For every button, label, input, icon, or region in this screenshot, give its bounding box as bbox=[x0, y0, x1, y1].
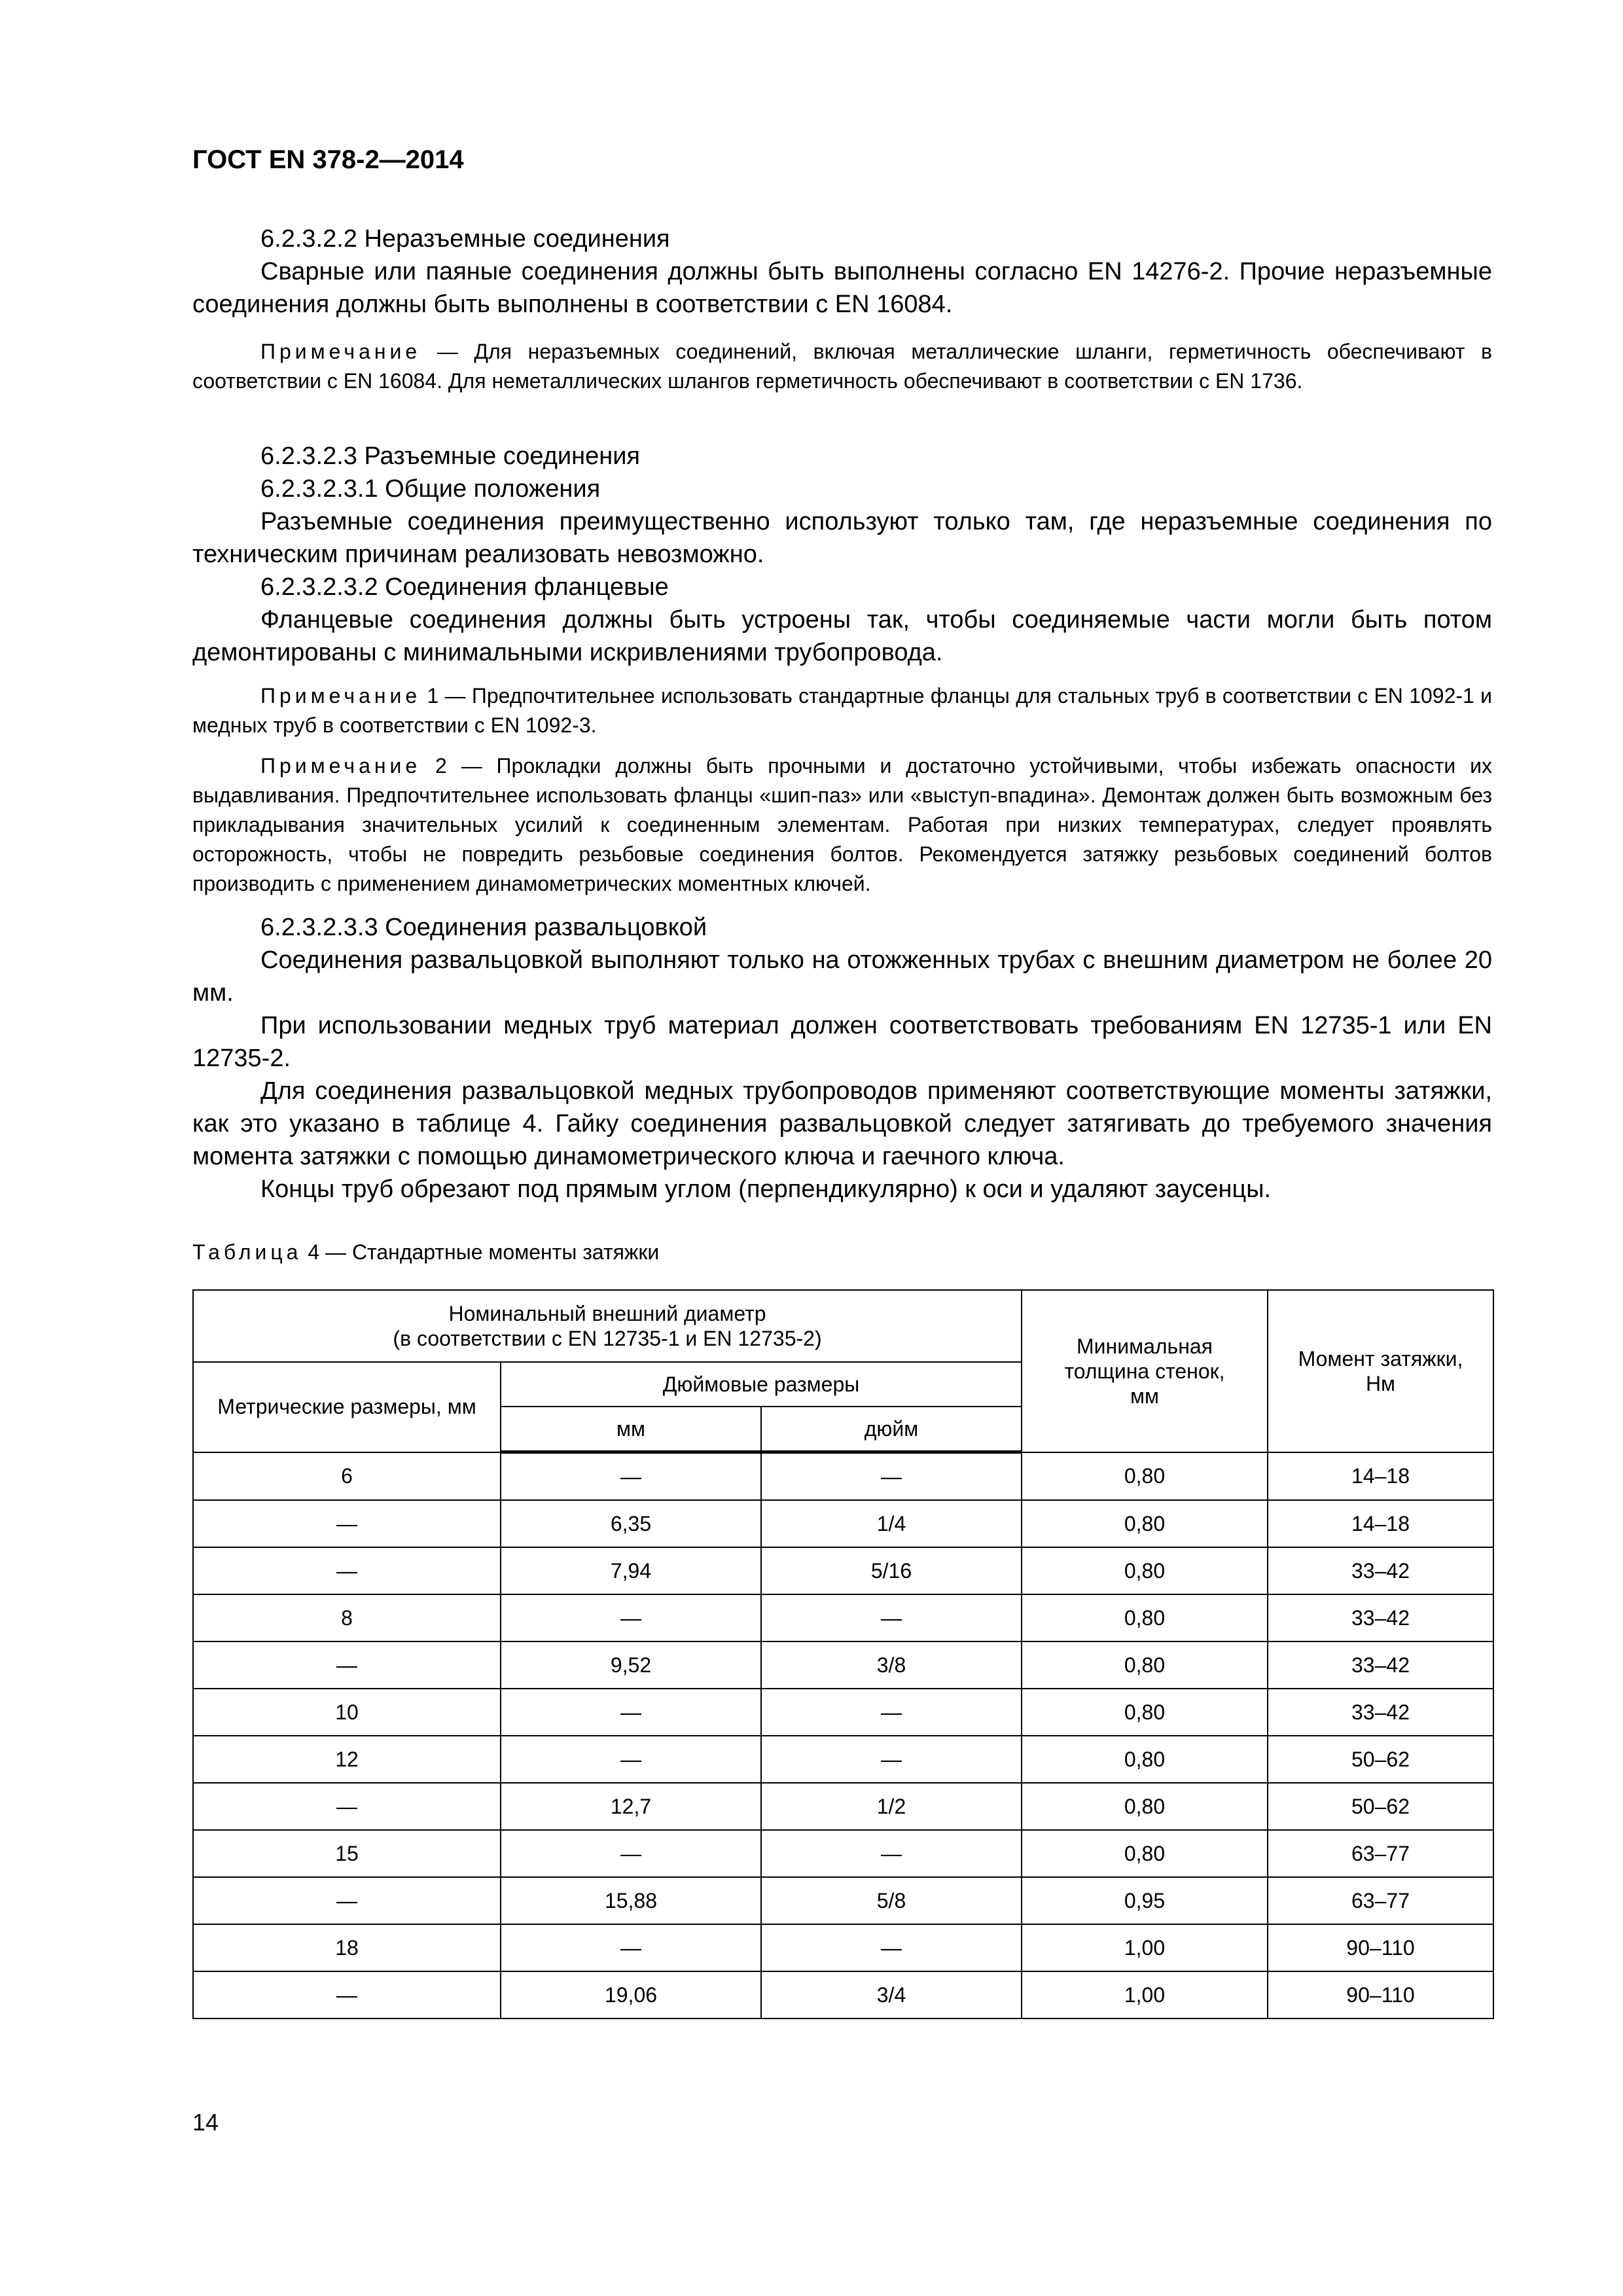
section-title: 6.2.3.2.3.3 Соединения развальцовкой bbox=[260, 914, 707, 941]
note-1 bbox=[192, 681, 1492, 740]
table-cell: 3/4 bbox=[761, 1971, 1022, 2018]
paragraph: Сварные или паяные соединения должны быть выполнены согласно EN 14276-2. Прочие неразъемные соединения должны быть выполнены в соответствии с EN 16084. bbox=[192, 258, 1492, 318]
table-cell: 0,80 bbox=[1022, 1547, 1268, 1594]
torque-table bbox=[192, 1289, 1494, 2019]
table-row bbox=[193, 1500, 1493, 1547]
header-mm: мм bbox=[501, 1407, 761, 1452]
table-row bbox=[193, 1877, 1493, 1924]
table-cell: — bbox=[501, 1594, 761, 1641]
table-cell: 19,06 bbox=[501, 1971, 761, 2018]
table-cell: 6 bbox=[193, 1452, 501, 1501]
table-row bbox=[193, 1924, 1493, 1971]
table-cell: 33–42 bbox=[1268, 1641, 1493, 1689]
note-paragraph bbox=[192, 751, 1492, 899]
table-cell: — bbox=[761, 1924, 1022, 1971]
table-cell: 33–42 bbox=[1268, 1547, 1493, 1594]
section-permanent-joints bbox=[192, 223, 1492, 321]
table-cell: 10 bbox=[193, 1689, 501, 1736]
table-cell: 0,80 bbox=[1022, 1500, 1268, 1547]
paragraph: Для соединения развальцовкой медных трубопроводов применяют соответствующие моменты затяжки, как это указано в таблице 4. Гайку соединения развальцовкой следует затягивать до требуемого значения момента затяжки с помощью динамометрического ключа и гаечного ключа. bbox=[192, 1077, 1492, 1170]
table-cell: 6,35 bbox=[501, 1500, 761, 1547]
table-cell: 0,80 bbox=[1022, 1689, 1268, 1736]
table-cell: 0,80 bbox=[1022, 1783, 1268, 1830]
table-body bbox=[193, 1452, 1493, 2019]
table-row bbox=[193, 1594, 1493, 1641]
paragraph: При использовании медных труб материал должен соответствовать требованиям EN 12735-1 или EN 12735-2. bbox=[192, 1012, 1492, 1072]
note-label: Примечание bbox=[260, 684, 421, 708]
table-cell: 14–18 bbox=[1268, 1452, 1493, 1501]
table-cell: 63–77 bbox=[1268, 1830, 1493, 1877]
note-label: Примечание bbox=[260, 754, 421, 778]
table-row bbox=[193, 1547, 1493, 1594]
table-cell: 14–18 bbox=[1268, 1500, 1493, 1547]
table-cell: 0,80 bbox=[1022, 1452, 1268, 1501]
table-cell: 1,00 bbox=[1022, 1971, 1268, 2018]
section-title: 6.2.3.2.3.1 Общие положения bbox=[260, 475, 601, 503]
table-cell: — bbox=[501, 1452, 761, 1501]
table-cell: 15,88 bbox=[501, 1877, 761, 1924]
table-cell: — bbox=[761, 1594, 1022, 1641]
table-cell: 8 bbox=[193, 1594, 501, 1641]
header-inch: дюйм bbox=[761, 1407, 1022, 1452]
note-paragraph bbox=[192, 337, 1492, 396]
note-permanent-joints bbox=[192, 337, 1492, 396]
table-cell: — bbox=[761, 1689, 1022, 1736]
table-cell: 33–42 bbox=[1268, 1689, 1493, 1736]
document-code: ГОСТ EN 378-2—2014 bbox=[192, 145, 464, 174]
paragraph: Концы труб обрезают под прямым углом (перпендикулярно) к оси и удаляют заусенцы. bbox=[260, 1175, 1272, 1203]
header-inch-sizes: Дюймовые размеры bbox=[501, 1362, 1022, 1407]
table-cell: 12 bbox=[193, 1736, 501, 1783]
table-cell: 12,7 bbox=[501, 1783, 761, 1830]
table-cell: — bbox=[501, 1689, 761, 1736]
table-cell: — bbox=[761, 1452, 1022, 1501]
table-row bbox=[193, 1736, 1493, 1783]
paragraph: Разъемные соединения преимущественно используют только там, где неразъемные соединения по техническим причинам реализовать невозможно. bbox=[192, 508, 1492, 568]
table-row bbox=[193, 1641, 1493, 1689]
table-cell: — bbox=[193, 1971, 501, 2018]
section-flare-joints bbox=[192, 911, 1492, 1206]
note-paragraph bbox=[192, 681, 1492, 740]
table-caption-text: 4 — Стандартные моменты затяжки bbox=[302, 1240, 660, 1264]
table-cell: — bbox=[761, 1736, 1022, 1783]
table-cell: 1,00 bbox=[1022, 1924, 1268, 1971]
table-caption-label: Таблица bbox=[192, 1240, 302, 1264]
table-cell: 0,80 bbox=[1022, 1830, 1268, 1877]
table-cell: — bbox=[193, 1547, 501, 1594]
table-cell: — bbox=[501, 1830, 761, 1877]
table-row bbox=[193, 1830, 1493, 1877]
table-cell: 15 bbox=[193, 1830, 501, 1877]
note-text: 1 — Предпочтительнее использовать стандартные фланцы для стальных труб в соответствии с EN 1092-1 и медных труб в соответствии с EN 1092-3. bbox=[192, 684, 1492, 737]
table-cell: 0,95 bbox=[1022, 1877, 1268, 1924]
table-cell: 90–110 bbox=[1268, 1971, 1493, 2018]
table-caption bbox=[192, 1240, 1492, 1265]
header-min-wall-thickness: Минимальная толщина стенок, мм bbox=[1022, 1290, 1268, 1452]
table-cell: — bbox=[501, 1736, 761, 1783]
note-text: 2 — Прокладки должны быть прочными и достаточно устойчивыми, чтобы избежать опасности их выдавливания. Предпочтительнее использовать фланцы «шип-паз» или «выступ-впадина». Демонтаж должен быть возможным без прикладывания значительных усилий к соединенным элементам. Работая при низких температурах, следует проявлять осторожность, чтобы не повредить резьбовые соединения болтов. Рекомендуется затяжку резьбовых соединений болтов производить с применением динамометрических моментных ключей. bbox=[192, 754, 1492, 895]
table-cell: — bbox=[193, 1783, 501, 1830]
table-cell: 33–42 bbox=[1268, 1594, 1493, 1641]
note-text: — Для неразъемных соединений, включая металлические шланги, герметичность обеспечивают в соответствии с EN 16084. Для неметаллических шлангов герметичность обеспечивают в соответствии с EN 1736. bbox=[192, 340, 1492, 393]
header-metric: Метрические размеры, мм bbox=[193, 1362, 501, 1452]
table-cell: 5/8 bbox=[761, 1877, 1022, 1924]
section-detachable-joints bbox=[192, 440, 1492, 669]
section-title: 6.2.3.2.2 Неразъемные соединения bbox=[260, 225, 670, 253]
table-cell: 1/4 bbox=[761, 1500, 1022, 1547]
table-cell: 3/8 bbox=[761, 1641, 1022, 1689]
table-cell: — bbox=[193, 1500, 501, 1547]
table-row bbox=[193, 1689, 1493, 1736]
table-cell: 90–110 bbox=[1268, 1924, 1493, 1971]
section-title: 6.2.3.2.3.2 Соединения фланцевые bbox=[260, 573, 669, 601]
section-title: 6.2.3.2.3 Разъемные соединения bbox=[260, 442, 641, 470]
table-cell: — bbox=[193, 1877, 501, 1924]
table-cell: — bbox=[193, 1641, 501, 1689]
table-cell: 18 bbox=[193, 1924, 501, 1971]
header-nominal-diameter: Номинальный внешний диаметр (в соответствии с EN 12735-1 и EN 12735-2) bbox=[193, 1290, 1022, 1362]
table-cell: — bbox=[501, 1924, 761, 1971]
note-label: Примечание bbox=[260, 340, 421, 363]
table-cell: — bbox=[761, 1830, 1022, 1877]
table-cell: 50–62 bbox=[1268, 1783, 1493, 1830]
table-row bbox=[193, 1971, 1493, 2018]
table-cell: 50–62 bbox=[1268, 1736, 1493, 1783]
header-torque: Момент затяжки, Нм bbox=[1268, 1290, 1493, 1452]
table-cell: 0,80 bbox=[1022, 1594, 1268, 1641]
table-row bbox=[193, 1783, 1493, 1830]
table-cell: 7,94 bbox=[501, 1547, 761, 1594]
paragraph: Фланцевые соединения должны быть устроены так, чтобы соединяемые части могли быть потом демонтированы с минимальными искривлениями трубопровода. bbox=[192, 606, 1492, 666]
table-cell: 9,52 bbox=[501, 1641, 761, 1689]
table-cell: 1/2 bbox=[761, 1783, 1022, 1830]
table-row bbox=[193, 1452, 1493, 1501]
table-cell: 0,80 bbox=[1022, 1736, 1268, 1783]
paragraph: Соединения развальцовкой выполняют только на отожженных трубах с внешним диаметром не более 20 мм. bbox=[192, 946, 1492, 1007]
table-cell: 63–77 bbox=[1268, 1877, 1493, 1924]
table-cell: 0,80 bbox=[1022, 1641, 1268, 1689]
table-cell: 5/16 bbox=[761, 1547, 1022, 1594]
note-2 bbox=[192, 751, 1492, 899]
page-number: 14 bbox=[192, 2109, 219, 2136]
